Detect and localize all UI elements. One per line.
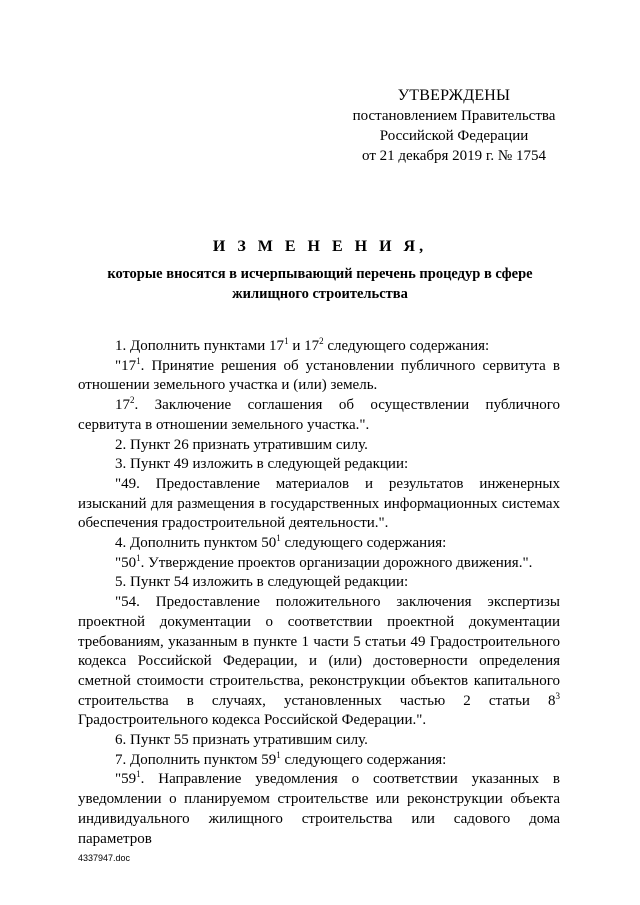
paragraph: 5. Пункт 54 изложить в следующей редакции: — [115, 574, 409, 591]
file-name-footer: 4337947.doc — [78, 853, 131, 863]
paragraph: 2. Пункт 26 признать утратившим силу. — [115, 436, 368, 453]
approval-line: постановлением Правительства — [352, 108, 556, 124]
approval-line: Российской Федерации — [379, 128, 529, 144]
paragraph: "54. Предоставление положительного заключения экспертизы проектной документации о соответствии проектной документации требованиям, указанным в пункте 1 части 5 статьи 49 Градостроительного кодекса Российской Федерации, и (или) достоверности определения сметной стоимости строительства, реконструкции объектов капитального строительства в случаях, установленных частью 2 статьи $8^3$ Градостроительного кодекса Российской Федерации.". — [78, 594, 560, 729]
paragraph: 6. Пункт 55 признать утратившим силу. — [115, 732, 368, 749]
document-body — [78, 337, 560, 849]
subtitle-line: жилищного строительства — [232, 286, 408, 302]
paragraph: 1. Дополнить пунктами $17^1$ и $17^2$ следующего содержания: — [115, 336, 490, 354]
approval-block — [340, 86, 568, 166]
paragraph: "$17^1$. Принятие решения об установлении публичного сервитута в отношении земельного участка и (или) земель. — [78, 355, 560, 394]
paragraph: 3. Пункт 49 изложить в следующей редакции: — [115, 456, 409, 473]
paragraph: $17^2$. Заключение соглашения об осуществлении публичного сервитута в отношении земельного участка.". — [78, 395, 560, 433]
paragraph: 4. Дополнить пунктом $50^1$ следующего содержания: — [115, 533, 447, 552]
paragraph: 7. Дополнить пунктом $59^1$ следующего содержания: — [115, 749, 447, 768]
paragraph: "49. Предоставление материалов и результатов инженерных изысканий для размещения в государственных информационных системах обеспечения градостроительной деятельности.". — [78, 475, 560, 532]
approval-date: от 21 декабря 2019 г. № 1754 — [362, 148, 546, 164]
subtitle-line: которые вносятся в исчерпывающий перечень процедур в сфере — [107, 266, 533, 282]
approval-heading: УТВЕРЖДЕНЫ — [397, 87, 511, 104]
document-subtitle — [70, 264, 570, 304]
document-title: И З М Е Н Е Н И Я, — [212, 238, 428, 255]
paragraph: "$59^1$. Направление уведомления о соответствии указанных в уведомлении о планируемом строительстве или реконструкции объекта индивидуального жилищного строительства или садового дома параметров — [78, 769, 560, 847]
paragraph: "$50^1$. Утверждение проектов организации дорожного движения.". — [115, 552, 533, 571]
